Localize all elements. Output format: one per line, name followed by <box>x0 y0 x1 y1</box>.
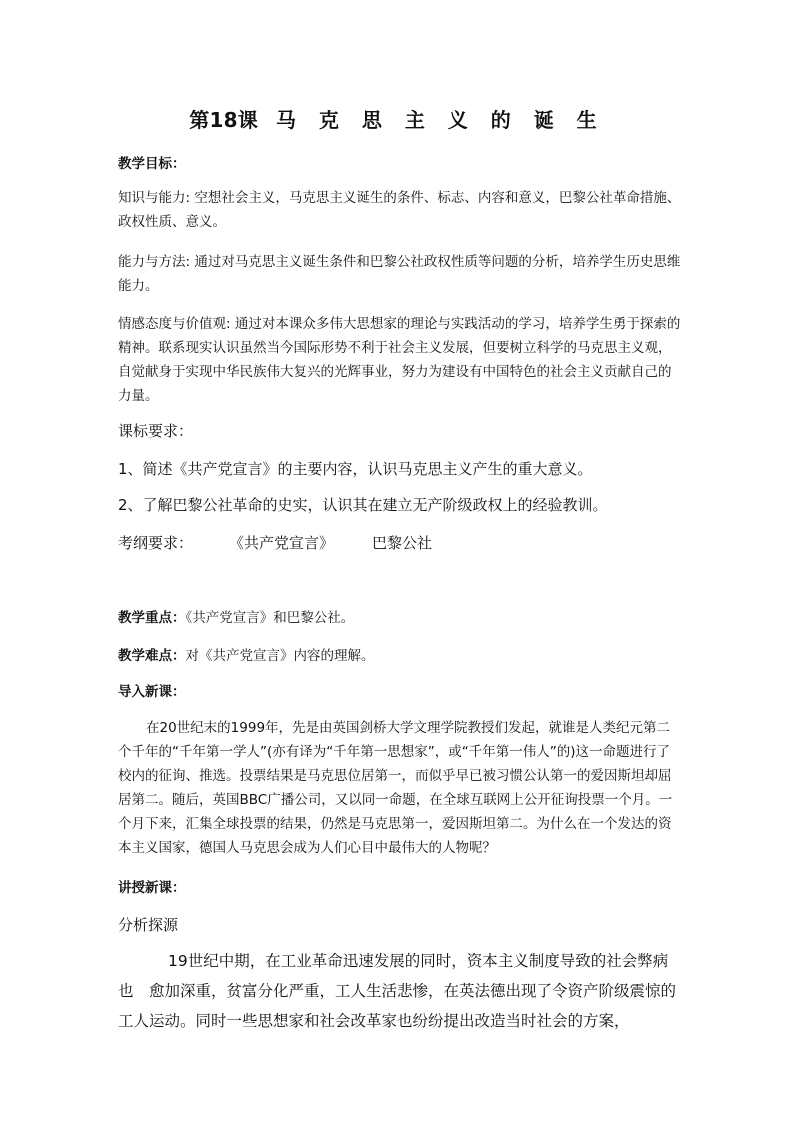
objectives-heading: 教学目标： <box>118 156 186 172</box>
lesson-name: 马 克 思 主 义 的 诞 生 <box>275 108 605 132</box>
lesson-number: 第18课 <box>189 108 258 132</box>
difficulty-point <box>118 644 682 668</box>
intro-paragraph: 在20世纪末的1999年，先是由英国剑桥大学文理学院教授们发起，就谁是人类纪元第二个千年的“千年第一学人”(亦有译为“千年第一思想家”，或“千年第一伟人”的)这一命题进行了校内的征询、推选。投票结果是马克思位居第一，而似乎早已被习惯公认第一的爱因斯坦却屈居第二。随后，英国BBC广播公司，又以同一命题，在全球互联网上公开征询投票一个月。一个月下来，汇集全球投票的结果，仍然是马克思第一，爱因斯坦第二。为什么在一个发达的资本主义国家，德国人马克思会成为人们心目中最伟大的人物呢？ <box>118 720 673 856</box>
standard-item-2: 2、了解巴黎公社革命的史实，认识其在建立无产阶级政权上的经验教训。 <box>118 496 608 514</box>
standards-heading: 课标要求： <box>118 422 194 440</box>
analysis-heading: 分析探源 <box>118 916 179 934</box>
method-objective: 能力与方法: 通过对马克思主义诞生条件和巴黎公社政权性质等问题的分析，培养学生历史思维能力。 <box>118 254 681 294</box>
attitude-objective: 情感态度与价值观: 通过对本课众多伟大思想家的理论与实践活动的学习，培养学生勇于探索的精神。联系现实认识虽然当今国际形势不利于社会主义发展，但要树立科学的马克思主义观，自觉献身于实现中华民族伟大复兴的光辉事业，努力为建设有中国特色的社会主义贡献自己的力量。 <box>118 316 681 404</box>
difficulty-text: 对《共产党宣言》内容的理解。 <box>185 648 375 664</box>
syllabus-requirements <box>118 530 682 556</box>
intro-heading: 导入新课： <box>118 684 186 700</box>
page-title <box>0 104 794 133</box>
knowledge-objective: 知识与能力: 空想社会主义，马克思主义诞生的条件、标志、内容和意义，巴黎公社革命措施、政权性质、意义。 <box>118 190 681 230</box>
syllabus-item-commune: 巴黎公社 <box>372 534 433 552</box>
key-point-text: 《共产党宣言》和巴黎公社。 <box>185 610 355 626</box>
analysis-paragraph: 19世纪中期，在工业革命迅速发展的同时，资本主义制度导致的社会弊病也 愈加深重，贫富分化严重，工人生活悲惨，在英法德出现了令资产阶级震惊的工人运动。同时一些思想家和社会改革家也纷纷提出改造当时社会的方案， <box>118 952 677 1030</box>
standard-item-1: 1、简述《共产党宣言》的主要内容，认识马克思主义产生的重大意义。 <box>118 460 593 478</box>
key-point-label: 教学重点： <box>118 610 186 626</box>
syllabus-label: 考纲要求： <box>118 534 194 552</box>
syllabus-item-manifesto: 《共产党宣言》 <box>229 534 335 552</box>
key-point <box>118 606 682 630</box>
difficulty-label: 教学难点： <box>118 648 186 664</box>
lecture-heading: 讲授新课： <box>118 880 186 896</box>
